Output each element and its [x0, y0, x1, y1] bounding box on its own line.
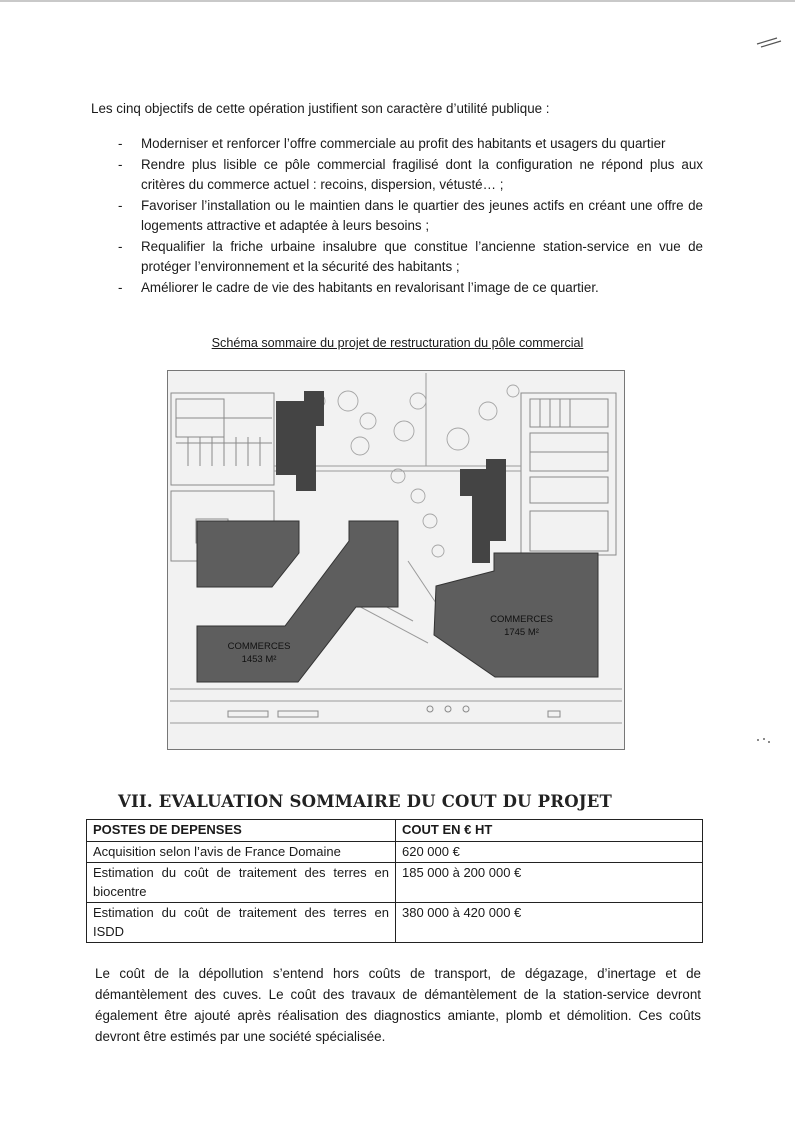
objective-item: - Requalifier la friche urbaine insalubre que constitue l’ancienne station-service en vue de protéger l’environnement et la sécurité des habitants ;: [118, 237, 703, 278]
commerce-label-left-area: 1453 M²: [241, 654, 277, 665]
expense-cost: 185 000 à 200 000 €: [396, 863, 703, 903]
table-row: [87, 903, 703, 943]
expense-label: Acquisition selon l’avis de France Domaine: [87, 841, 396, 863]
commerce-label-right-name: COMMERCES: [490, 614, 553, 625]
commerce-label-left-name: COMMERCES: [227, 641, 291, 652]
scan-top-edge: [0, 0, 795, 2]
objectives-list: [118, 134, 703, 298]
commerce-label-right-area: 1745 M²: [504, 627, 539, 638]
header-expense-items: POSTES DE DEPENSES: [87, 820, 396, 842]
closing-paragraph: Le coût de la dépollution s’entend hors coûts de transport, de dégazage, d’inertage et de démantèlement des cuves. Le coût des travaux de démantèlement de la station-service devront également être ajouté après réalisation des diagnostics amiante, plomb et démolition. Ces coûts devront être estimés par une société spécialisée.: [95, 966, 701, 1044]
objective-item: - Améliorer le cadre de vie des habitants en revalorisant l’image de ce quartier.: [118, 278, 703, 299]
figure-caption-text: Schéma sommaire du projet de restructuration du pôle commercial: [211, 336, 584, 350]
commerce-label-left: [220, 640, 298, 666]
expense-cost: 620 000 €: [396, 841, 703, 863]
objective-item: - Favoriser l’installation ou le maintien dans le quartier des jeunes actifs en créant une offre de logements attractive et adaptée à leurs besoins ;: [118, 196, 703, 237]
header-cost: COUT EN € HT: [396, 820, 703, 842]
parking-block-right: [521, 393, 616, 555]
site-plan-drawing: [168, 371, 624, 749]
cost-table: [86, 819, 703, 943]
table-row: [87, 863, 703, 903]
table-header-row: [87, 820, 703, 842]
table-row: [87, 841, 703, 863]
expense-label: Estimation du coût de traitement des terres en ISDD: [87, 903, 396, 943]
objectives-intro: Les cinq objectifs de cette opération justifient son caractère d’utilité publique :: [91, 101, 550, 116]
scan-dots-right: [755, 736, 775, 746]
section-title: VII. EVALUATION SOMMAIRE DU COUT DU PROJET: [118, 792, 613, 811]
expense-cost: 380 000 à 420 000 €: [396, 903, 703, 943]
site-plan: [167, 370, 625, 750]
figure-caption: [0, 336, 795, 350]
objective-item: - Rendre plus lisible ce pôle commercial fragilisé dont la configuration ne répond plus aux critères du commerce actuel : recoins, dispersion, vétusté… ;: [118, 155, 703, 196]
scan-mark-top-right: [755, 30, 785, 50]
commerce-label-right: [479, 613, 564, 639]
objective-item: - Moderniser et renforcer l’offre commerciale au profit des habitants et usagers du quartier: [118, 134, 703, 155]
expense-label: Estimation du coût de traitement des terres en biocentre: [87, 863, 396, 903]
